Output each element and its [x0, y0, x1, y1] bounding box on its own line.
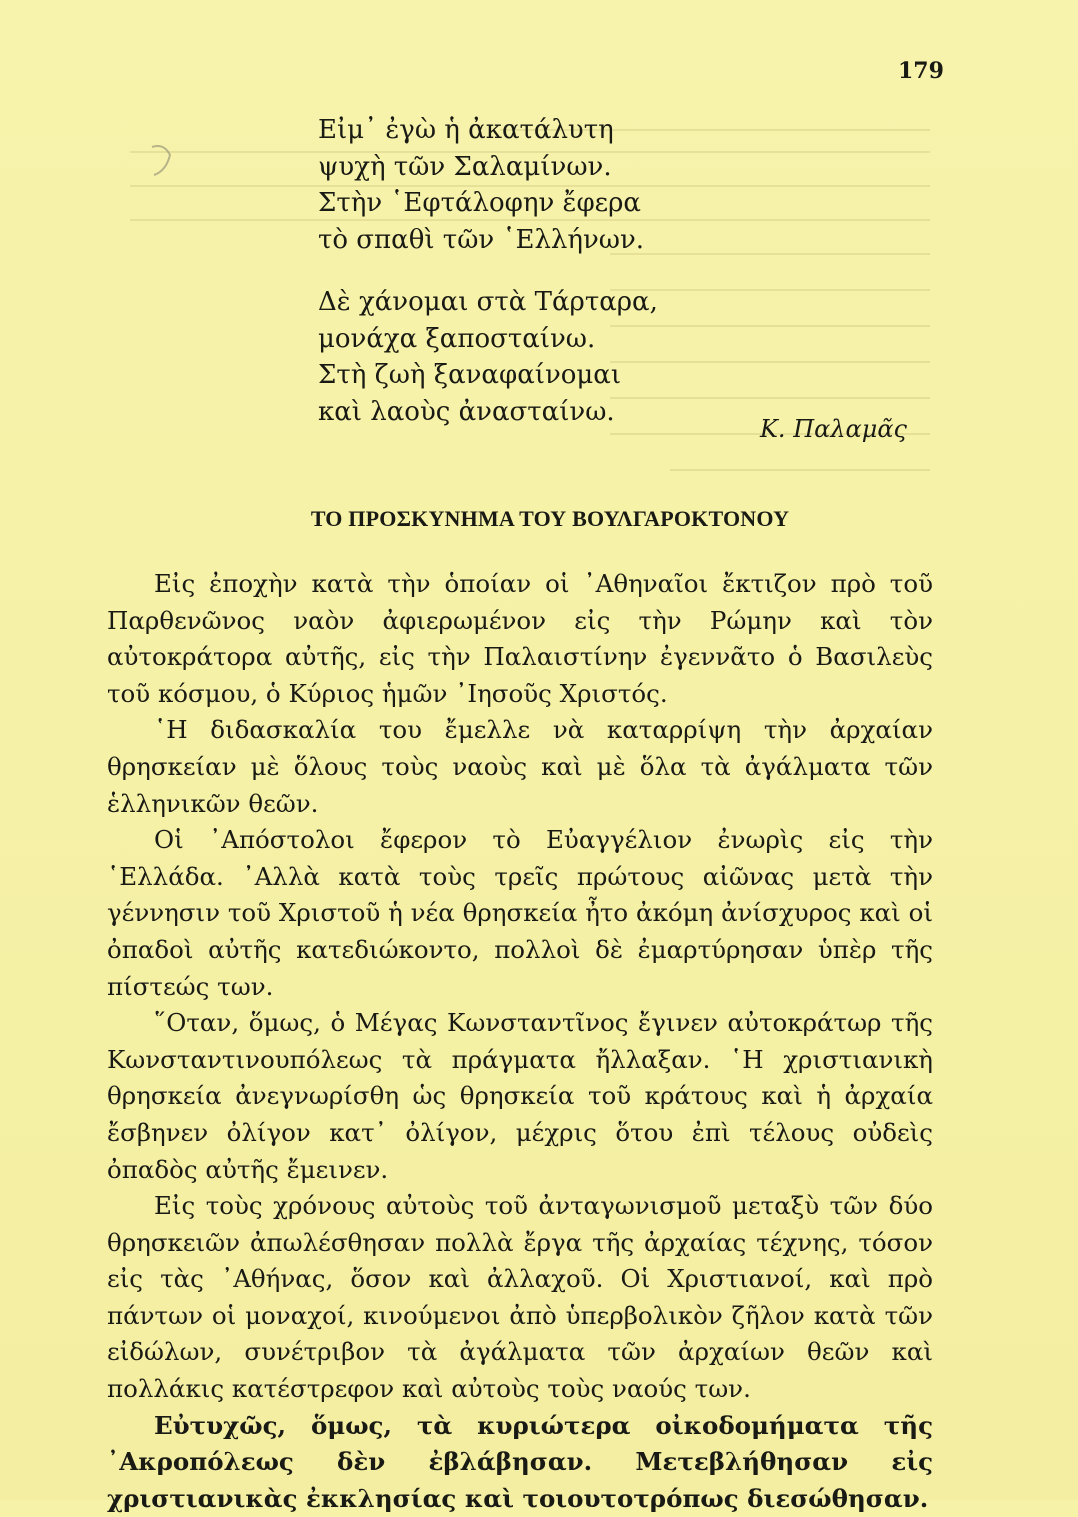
page-stain-mark: [146, 141, 176, 181]
paragraph-bold: Εὐτυχῶς, ὅμως, τὰ κυριώτερα οἰκοδομήματα τῆς ᾽Ακροπόλεως δὲν ἐβλάβησαν. Μετεβλήθησαν εἰς χριστιανικὰς ἐκκλησίας καὶ τοιουτοτρόπως διεσώθησαν.: [107, 1410, 933, 1513]
poem: [318, 112, 658, 456]
poem-line: καὶ λαοὺς ἀνασταίνω.: [318, 396, 615, 427]
poem-line: Εἰμ᾽ ἐγὼ ἡ ἀκατάλυτη: [318, 115, 614, 145]
poem-stanza: [318, 284, 658, 430]
body-text: [107, 566, 933, 1517]
poem-line: ψυχὴ τῶν Σαλαμίνων.: [318, 151, 612, 182]
paragraph: Οἱ ᾽Απόστολοι ἔφερον τὸ Εὐαγγέλιον ἐνωρὶς εἰς τὴν ῾Ελλάδα. ᾽Αλλὰ κατὰ τοὺς τρεῖς πρώτους αἰῶνας μετὰ τὴν γέννησιν τοῦ Χριστοῦ ἡ νέα θρησκεία ἦτο ἀκόμη ἀνίσχυρος καὶ οἱ ὀπαδοὶ αὐτῆς κατεδιώκοντο, πολλοὶ δὲ ἐμαρτύρησαν ὑπὲρ τῆς πίστεώς των.: [107, 825, 933, 1001]
poem-line: Δὲ χάνομαι στὰ Τάρταρα,: [318, 287, 658, 317]
paragraph: ῾Η διδασκαλία του ἔμελλε νὰ καταρρίψη τὴν ἀρχαίαν θρησκείαν μὲ ὅλους τοὺς ναοὺς καὶ μὲ ὅλα τὰ ἀγάλματα τῶν ἑλληνικῶν θεῶν.: [107, 715, 933, 818]
paragraph: Εἰς ἐποχὴν κατὰ τὴν ὁποίαν οἱ ᾽Αθηναῖοι ἔκτιζον πρὸ τοῦ Παρθενῶνος ναὸν ἀφιερωμένον εἰς τὴν Ρώμην καὶ τὸν αὐτοκράτορα αὐτῆς, εἰς τὴν Παλαιστίνην ἐγεννᾶτο ὁ Βασιλεὺς τοῦ κόσμου, ὁ Κύριος ἡμῶν ᾽Ιησοῦς Χριστός.: [107, 569, 933, 708]
section-title: ΤΟ ΠΡΟΣΚΥΝΗΜΑ ΤΟΥ ΒΟΥΛΓΑΡΟΚΤΟΝΟΥ: [310, 506, 790, 531]
paragraph: ῞Οταν, ὅμως, ὁ Μέγας Κωνσταντῖνος ἔγινεν αὐτοκράτωρ τῆς Κωνσταντινουπόλεως τὰ πράγματα ἤλλαξαν. ῾Η χριστιανικὴ θρησκεία ἀνεγνωρίσθη ὡς θρησκεία τοῦ κράτους καὶ ἡ ἀρχαία ἔσβηνεν ὀλίγον κατ᾽ ὀλίγον, μέχρις ὅτου ἐπὶ τέλους οὐδεὶς ὀπαδὸς αὐτῆς ἔμεινεν.: [107, 1008, 933, 1184]
poem-line: τὸ σπαθὶ τῶν ῾Ελλήνων.: [318, 224, 645, 255]
poem-stanza: [318, 112, 658, 258]
poem-line: Στὴν ῾Εφτάλοφην ἔφερα: [318, 188, 641, 218]
poem-line: Στὴ ζωὴ ξαναφαίνομαι: [318, 360, 622, 390]
poem-line: μονάχα ξαποσταίνω.: [318, 323, 596, 354]
page-number: 179: [898, 58, 944, 84]
paragraph: Εἰς τοὺς χρόνους αὐτοὺς τοῦ ἀνταγωνισμοῦ μεταξὺ τῶν δύο θρησκειῶν ἀπωλέσθησαν πολλὰ ἔργα τῆς ἀρχαίας τέχνης, τόσον εἰς τὰς ᾽Αθήνας, ὅσον καὶ ἀλλαχοῦ. Οἱ Χριστιανοί, καὶ πρὸ πάντων οἱ μοναχοί, κινούμενοι ἀπὸ ὑπερβολικὸν ζῆλον κατὰ τῶν εἰδώλων, συνέτριβον τὰ ἀγάλματα τῶν ἀρχαίων θεῶν καὶ πολλάκις κατέστρεφον καὶ αὐτοὺς τοὺς ναούς των.: [107, 1191, 933, 1404]
poem-author: Κ. Παλαμᾶς: [760, 415, 907, 443]
